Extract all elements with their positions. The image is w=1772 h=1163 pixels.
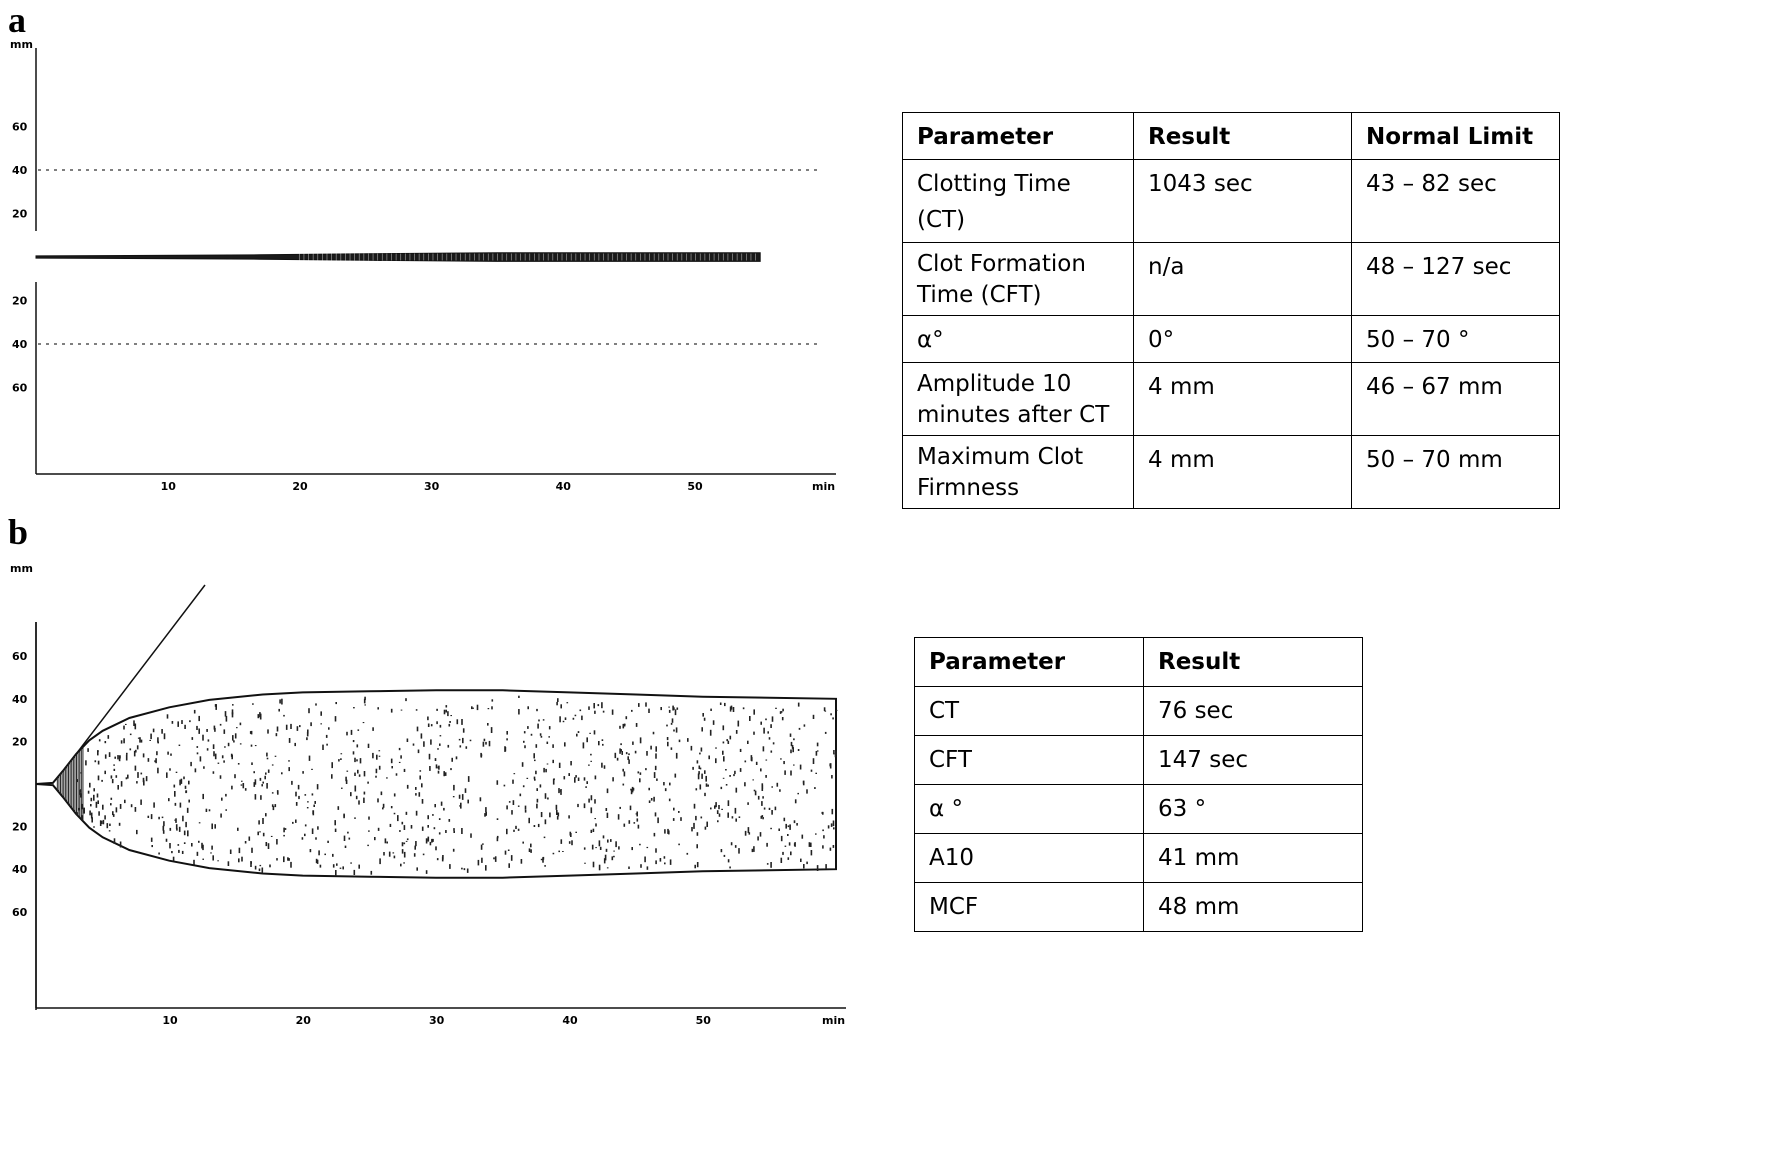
y-tick-label: 40: [12, 338, 28, 351]
cell-result: 63 °: [1144, 785, 1363, 834]
y-tick-label: 40: [12, 692, 28, 706]
cell-result: 147 sec: [1144, 736, 1363, 785]
y-axis-unit-label: mm: [10, 38, 33, 51]
x-axis-unit-label: min: [812, 480, 836, 493]
y-tick-label: 40: [12, 164, 28, 177]
y-tick-label: 60: [12, 381, 28, 395]
table-row: [903, 160, 1560, 243]
header-result: Result: [1144, 638, 1363, 687]
x-tick-label: 40: [562, 1014, 578, 1027]
cell-result: 4 mm: [1134, 436, 1352, 509]
cell-parameter: MCF: [915, 883, 1144, 932]
table-row: [903, 436, 1560, 509]
cell-parameter: α °: [915, 785, 1144, 834]
x-tick-label: 50: [695, 1014, 711, 1027]
cell-parameter: Maximum Clot Firmness: [903, 436, 1134, 509]
table-row: [915, 687, 1363, 736]
cell-normal-limit: 43 – 82 sec: [1352, 160, 1560, 243]
y-tick-label: 20: [12, 294, 28, 308]
cell-parameter: A10: [915, 834, 1144, 883]
table-row: [903, 363, 1560, 436]
panel-a-svg: [0, 0, 860, 500]
x-tick-label: 20: [292, 480, 308, 493]
x-tick-label: 50: [687, 480, 703, 493]
cell-parameter: α°: [903, 316, 1134, 363]
cell-result: 4 mm: [1134, 363, 1352, 436]
y-tick-label: 20: [12, 820, 28, 834]
cell-normal-limit: 50 – 70 mm: [1352, 436, 1560, 509]
panel-a-label: a: [8, 0, 26, 40]
y-axis-unit-label: mm: [10, 562, 33, 575]
table-row: [915, 883, 1363, 932]
panel-b-svg: [0, 550, 860, 1040]
x-tick-label: 10: [162, 1014, 178, 1027]
panel-b-result-table: [914, 637, 1363, 932]
panel-b-label: b: [8, 512, 29, 552]
y-tick-label: 60: [12, 650, 28, 664]
y-tick-label: 20: [12, 207, 28, 221]
cell-result: 41 mm: [1144, 834, 1363, 883]
cell-result: 48 mm: [1144, 883, 1363, 932]
table-row: [915, 785, 1363, 834]
cell-parameter: Amplitude 10 minutes after CT: [903, 363, 1134, 436]
cell-normal-limit: 50 – 70 °: [1352, 316, 1560, 363]
x-tick-label: 40: [555, 480, 571, 493]
panel-a-result-table: [902, 112, 1560, 509]
header-result: Result: [1134, 113, 1352, 160]
table-row: [915, 834, 1363, 883]
cell-result: 0°: [1134, 316, 1352, 363]
y-tick-label: 60: [12, 120, 28, 134]
cell-parameter: CFT: [915, 736, 1144, 785]
panel-b-chart: [0, 550, 860, 1040]
x-tick-label: 20: [295, 1014, 311, 1027]
cell-result: n/a: [1134, 243, 1352, 316]
cell-parameter: Clotting Time (CT): [903, 160, 1134, 243]
table-row: [903, 316, 1560, 363]
table-header-row: [903, 113, 1560, 160]
cell-result: 76 sec: [1144, 687, 1363, 736]
cell-parameter: CT: [915, 687, 1144, 736]
trace-envelope: [36, 253, 760, 262]
cell-normal-limit: 46 – 67 mm: [1352, 363, 1560, 436]
y-tick-label: 20: [12, 735, 28, 749]
table-row: [915, 736, 1363, 785]
table-header-row: [915, 638, 1363, 687]
y-tick-label: 40: [12, 863, 28, 877]
x-axis-unit-label: min: [822, 1014, 846, 1027]
cell-result: 1043 sec: [1134, 160, 1352, 243]
panel-a-chart: [0, 0, 860, 500]
x-tick-label: 30: [429, 1014, 445, 1027]
header-parameter: Parameter: [915, 638, 1144, 687]
header-parameter: Parameter: [903, 113, 1134, 160]
cell-normal-limit: 48 – 127 sec: [1352, 243, 1560, 316]
x-tick-label: 10: [160, 480, 176, 493]
y-tick-label: 60: [12, 905, 28, 919]
x-tick-label: 30: [424, 480, 440, 493]
header-normal-limit: Normal Limit: [1352, 113, 1560, 160]
table-row: [903, 243, 1560, 316]
cell-parameter: Clot Formation Time (CFT): [903, 243, 1134, 316]
